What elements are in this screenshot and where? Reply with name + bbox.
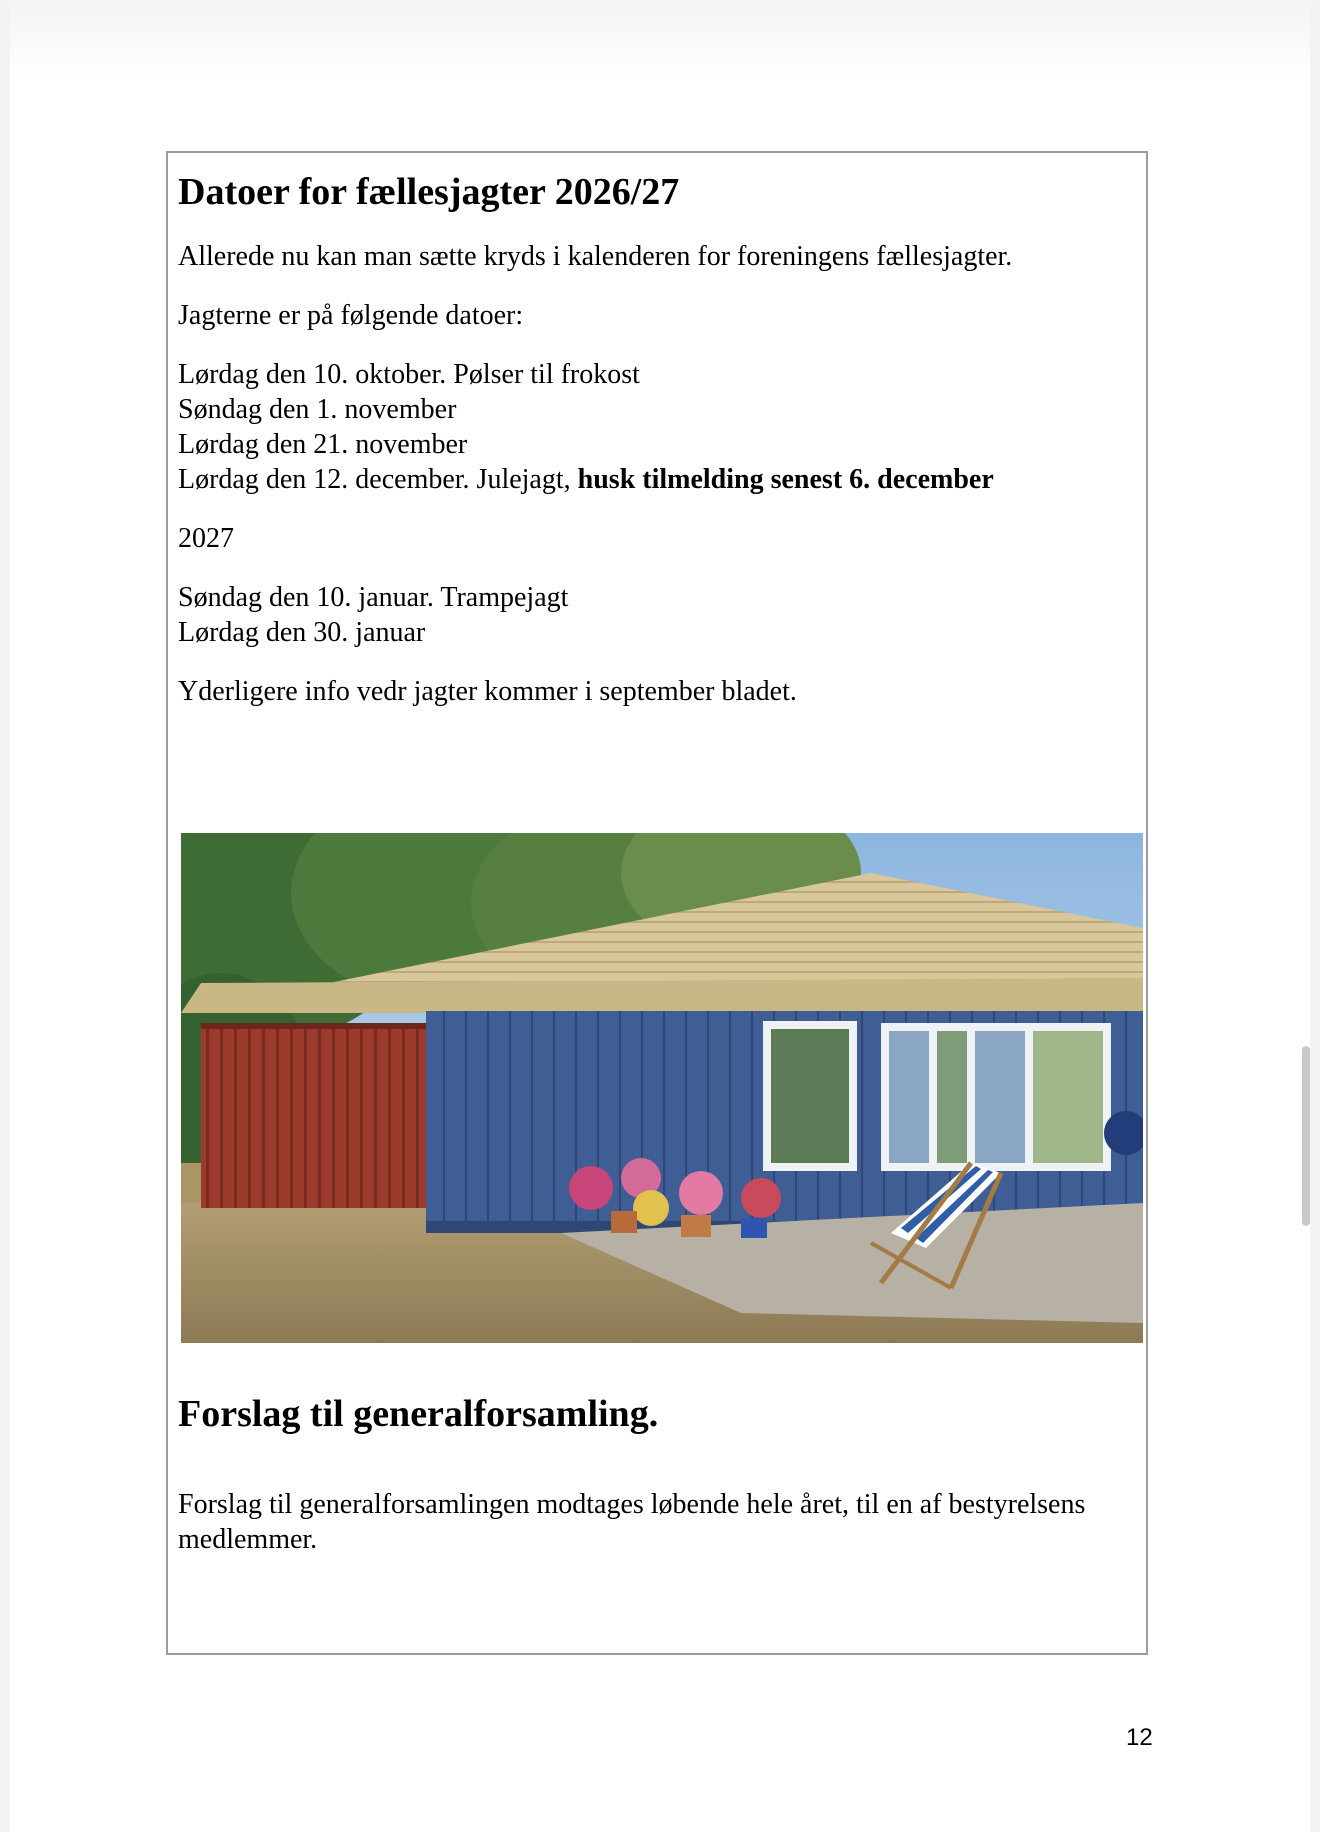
general-assembly-paragraph: Forslag til generalforsamlingen modtages løbende hele året, til en af bestyrelsens medlemmer. bbox=[178, 1489, 1086, 1555]
date-line: Søndag den 10. januar. Trampejagt bbox=[178, 582, 569, 613]
top-shadow bbox=[10, 0, 1310, 80]
date-line: Søndag den 1. november bbox=[178, 394, 457, 425]
page-number: 12 bbox=[1126, 1724, 1153, 1751]
date-line: Lørdag den 10. oktober. Pølser til frokost bbox=[178, 359, 640, 390]
footer-note: Yderligere info vedr jagter kommer i september bladet. bbox=[178, 676, 797, 707]
intro-paragraph: Allerede nu kan man sætte kryds i kalenderen for foreningens fællesjagter. bbox=[178, 241, 1013, 272]
dates-2026-list bbox=[178, 357, 1136, 497]
dates-2027-list bbox=[178, 580, 1136, 650]
scrollbar-thumb[interactable] bbox=[1302, 1046, 1310, 1226]
date-line-december bbox=[178, 462, 1136, 497]
december-text: Lørdag den 12. december. Julejagt, bbox=[178, 464, 578, 495]
section-title-general-assembly: Forslag til generalforsamling. bbox=[178, 1393, 659, 1435]
article-frame bbox=[166, 151, 1148, 1655]
section-title-hunting-dates: Datoer for fællesjagter 2026/27 bbox=[178, 171, 680, 213]
article-content bbox=[178, 169, 1136, 709]
date-line: Lørdag den 30. januar bbox=[178, 617, 426, 648]
document-page bbox=[10, 0, 1310, 1832]
registration-deadline: husk tilmelding senest 6. december bbox=[577, 464, 994, 495]
date-line: Lørdag den 21. november bbox=[178, 429, 468, 460]
house-photo bbox=[181, 833, 1143, 1343]
year-label: 2027 bbox=[178, 523, 234, 554]
dates-intro: Jagterne er på følgende datoer: bbox=[178, 300, 524, 331]
